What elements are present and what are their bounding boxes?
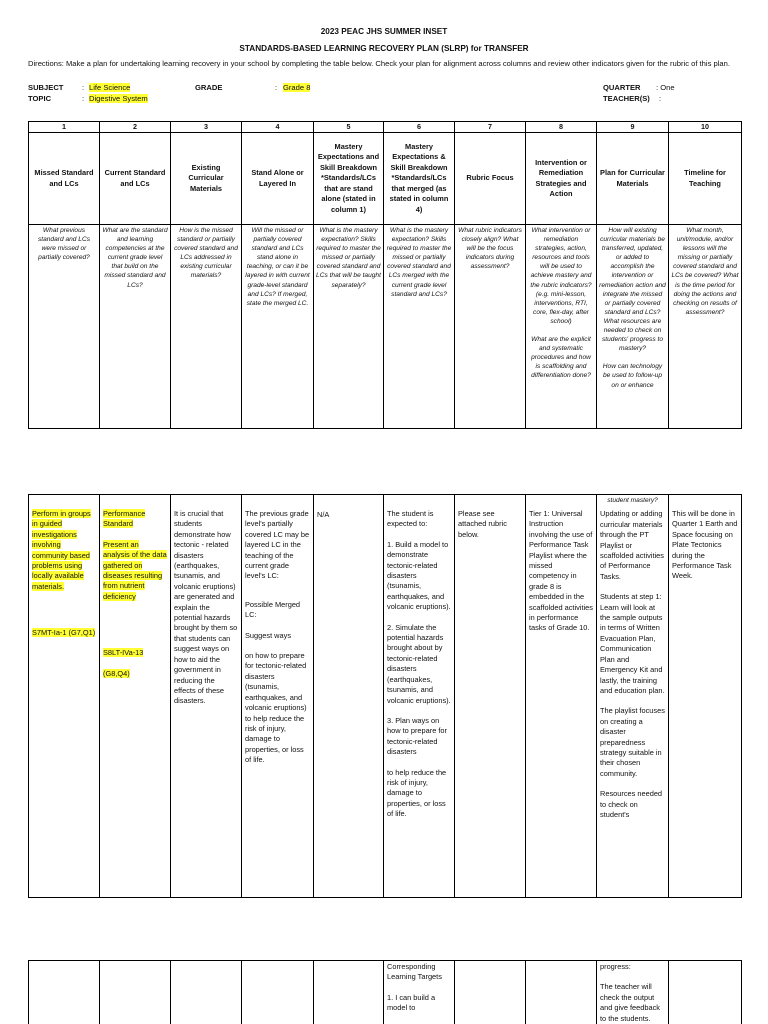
carryover-question: student mastery? (607, 497, 658, 504)
column-header: Timeline for Teaching (669, 133, 742, 225)
table-row (29, 961, 742, 1024)
empty-cell (29, 961, 100, 1024)
mastery-intro: The student is expected to: (387, 509, 434, 529)
column-number: 6 (384, 122, 455, 133)
column-number-row (29, 122, 742, 133)
merged-lc-intro: Suggest ways (245, 630, 292, 640)
progress-text: The teacher will check the output and give feedback to the students. (600, 982, 660, 1023)
slrp-header-table (28, 121, 742, 429)
empty-cell (669, 961, 742, 1024)
column-header: Current Standard and LCs (100, 133, 171, 225)
topic-value: Digestive System (89, 94, 148, 103)
cell-stand-alone-layered (242, 495, 314, 898)
column-header: Rubric Focus (455, 133, 526, 225)
missed-lc-code: S7MT-Ia-1 (G7,Q1) (32, 628, 96, 638)
timeline-text: This will be done in Quarter 1 Earth and Space focusing on Plate Tectonics during the Performance Task Week. (672, 509, 738, 581)
guide-question: What month, unit/module, and/or lessons will the missing or partially covered standard and LCs be covered? What is the time period for doing the actions and checking on results of assessment? (669, 225, 742, 429)
subject-colon: : (82, 83, 85, 92)
current-standard-label: Performance Standard (103, 509, 146, 529)
grade-colon: : (275, 83, 278, 92)
column-header: Stand Alone or Layered In (242, 133, 314, 225)
curricular-plan-resources: Resources needed to check on student's (600, 789, 663, 819)
guide-question-secondary: What are the explicit and systematic procedures and how is scaffolding and differentiation done? (531, 336, 591, 380)
subject-value: Life Science (89, 83, 131, 92)
current-lc-grade: (G8,Q4) (103, 668, 130, 678)
teacher-value: : (659, 94, 662, 103)
column-number: 4 (242, 122, 314, 133)
topic-colon: : (82, 94, 85, 103)
guide-question-secondary: How can technology be used to follow-up on or enhance (602, 363, 663, 389)
grade-value: Grade 8 (283, 83, 311, 92)
column-header: Mastery Expectations and Skill Breakdown *Standards/LCs that are stand alone (stated in column 1) (314, 133, 384, 225)
guide-question: How is the missed standard or partially covered standard and LCs addressed in existing curricular materials? (171, 225, 242, 429)
guide-question: Will the missed or partially covered standard and LCs stand alone in teaching, or can it be layered in with current grade-level standard and LCs? If merged, state the merged LC. (242, 225, 314, 429)
curricular-plan-playlist: The playlist focuses on creating a disaster preparedness strategy suitable in their chosen community. (600, 706, 665, 778)
mastery-stand-alone-text: N/A (317, 510, 330, 519)
column-number: 1 (29, 122, 100, 133)
column-number: 5 (314, 122, 384, 133)
column-header: Mastery Expectations & Skill Breakdown *Standards/LCs that merged (as stated in column 4) (384, 133, 455, 225)
learning-target-item: 1. I can build a model to (387, 992, 436, 1013)
empty-cell (100, 961, 171, 1024)
slrp-content-table (28, 494, 742, 898)
column-header: Existing Curricular Materials (171, 133, 242, 225)
document-subtitle: STANDARDS-BASED LEARNING RECOVERY PLAN (SLRP) for TRANSFER (239, 44, 529, 53)
guide-question: What previous standard and LCs were missed or partially covered? (29, 225, 100, 429)
cell-mastery-merged (384, 495, 455, 898)
current-standard-text: Present an analysis of the data gathered on diseases resulting from nutrient deficiency (103, 539, 167, 601)
cell-intervention (526, 495, 597, 898)
teacher-label: TEACHER(S) (603, 94, 650, 103)
guide-question-cell (597, 225, 669, 429)
column-header-row (29, 133, 742, 225)
table-row (29, 495, 742, 898)
guide-question: What is the mastery expectation? Skills required to master the missed or partially covered standard and LCs that will be taught separately? (314, 225, 384, 429)
guide-question: What are the standard and learning competencies at the current grade level that build on the missed standard and LCs? (100, 225, 171, 429)
existing-materials-text: It is crucial that students demonstrate how tectonic - related disasters (earthquakes, tsunamis, and volcanic eruptions) are generated and explain the potential hazards brought by them so that students can suggest ways on how to aid the government in reducing the effects of these disasters. (174, 509, 238, 706)
guide-question: What rubric indicators closely align? What will be the focus indicators during assessment? (455, 225, 526, 429)
cell-learning-targets (384, 961, 455, 1024)
column-number: 9 (597, 122, 669, 133)
guide-question-cell (526, 225, 597, 429)
topic-label: TOPIC (28, 94, 52, 103)
current-lc-code: S8LT-IVa-13 (103, 648, 144, 658)
column-number: 8 (526, 122, 597, 133)
column-number: 2 (100, 122, 171, 133)
column-number: 10 (669, 122, 742, 133)
learning-targets-label: Corresponding Learning Targets (387, 962, 442, 982)
quarter-label: QUARTER (603, 83, 641, 92)
guide-question-row (29, 225, 742, 429)
layered-text: The previous grade level's partially covered LC may be layered LC in the teaching of the current grade level's LC: (245, 509, 310, 581)
cell-timeline (669, 495, 742, 898)
guide-question: What intervention or remediation strategies, action, resources and tools will be used to achieve mastery and the rubric indicators? (e.g. mini-lesson, interventions, RTI, core, flex-day, after school) (530, 227, 592, 325)
cell-missed-standard (29, 495, 100, 898)
curricular-plan-step: Students at step 1: Learn will look at the sample outputs in terms of Written Evacuation Plan, Communication Plan and Emergency Kit and lastly, the training and education plan. (600, 592, 665, 695)
cell-mastery-stand-alone (314, 495, 384, 898)
column-header: Plan for Curricular Materials (597, 133, 669, 225)
empty-cell (242, 961, 314, 1024)
cell-existing-materials (171, 495, 242, 898)
missed-standard-text: Perform in groups in guided investigations involving community based problems using locally available materials. (32, 509, 91, 591)
column-number: 3 (171, 122, 242, 133)
mastery-item: 1. Build a model to demonstrate tectonic-related disasters (tsunamis, earthquakes, and volcanic eruptions). (387, 539, 451, 612)
directions-text: Directions: Make a plan for undertaking learning recovery in your school by completing the table below. Check your plan for alignment across columns and review other indicators given for the rubric of this plan. (28, 59, 730, 68)
cell-curricular-plan (597, 495, 669, 898)
empty-cell (171, 961, 242, 1024)
guide-question: What is the mastery expectation? Skills required to master the missed or partially covered standard and LCs merged with the current grade level standard and LCs? (384, 225, 455, 429)
empty-cell (455, 961, 526, 1024)
column-header: Intervention or Remediation Strategies and Action (526, 133, 597, 225)
slrp-continuation-table (28, 960, 742, 1024)
document-title: 2023 PEAC JHS SUMMER INSET (320, 27, 448, 36)
mastery-item-continued: to help reduce the risk of injury, damage to properties, or loss of life. (387, 767, 447, 819)
cell-rubric-focus (455, 495, 526, 898)
progress-label: progress: (600, 962, 631, 971)
rubric-focus-text: Please see attached rubric below. (458, 509, 507, 539)
subject-label: SUBJECT (28, 83, 64, 92)
curricular-plan-text: Updating or adding curricular materials through the PT Playlist or scaffolded activities of Performance Tasks. (600, 509, 664, 581)
merged-lc-text: on how to prepare for tectonic-related disasters (tsunamis, earthquakes, and volcanic eruptions) to help reduce the risk of injury, damage to properties, or loss of life. (245, 651, 307, 765)
empty-cell (314, 961, 384, 1024)
mastery-item: 3. Plan ways on how to prepare for tectonic-related disasters (387, 715, 447, 757)
mastery-item: 2. Simulate the potential hazards brought about by tectonic-related disasters (earthquakes, tsunamis, and volcanic eruptions). (387, 622, 451, 705)
quarter-value: : One (656, 83, 675, 92)
empty-cell (526, 961, 597, 1024)
grade-label: GRADE (195, 83, 223, 92)
guide-question: How will existing curricular materials be transferred, updated, or added to accomplish the intervention or remediation action and integrate the missed or partially covered standard and LCs? What resources are needed to check on students' progress to mastery? (599, 227, 666, 353)
cell-current-standard (100, 495, 171, 898)
intervention-text: Tier 1: Universal Instruction involving the use of Performance Task Playlist where the missed competency in grade 8 is embedded in the scaffolded activities in performance tasks of Grade 10. (529, 509, 593, 633)
column-header: Missed Standard and LCs (29, 133, 100, 225)
merged-lc-label: Possible Merged LC: (245, 599, 301, 620)
column-number: 7 (455, 122, 526, 133)
cell-progress-check (597, 961, 669, 1024)
